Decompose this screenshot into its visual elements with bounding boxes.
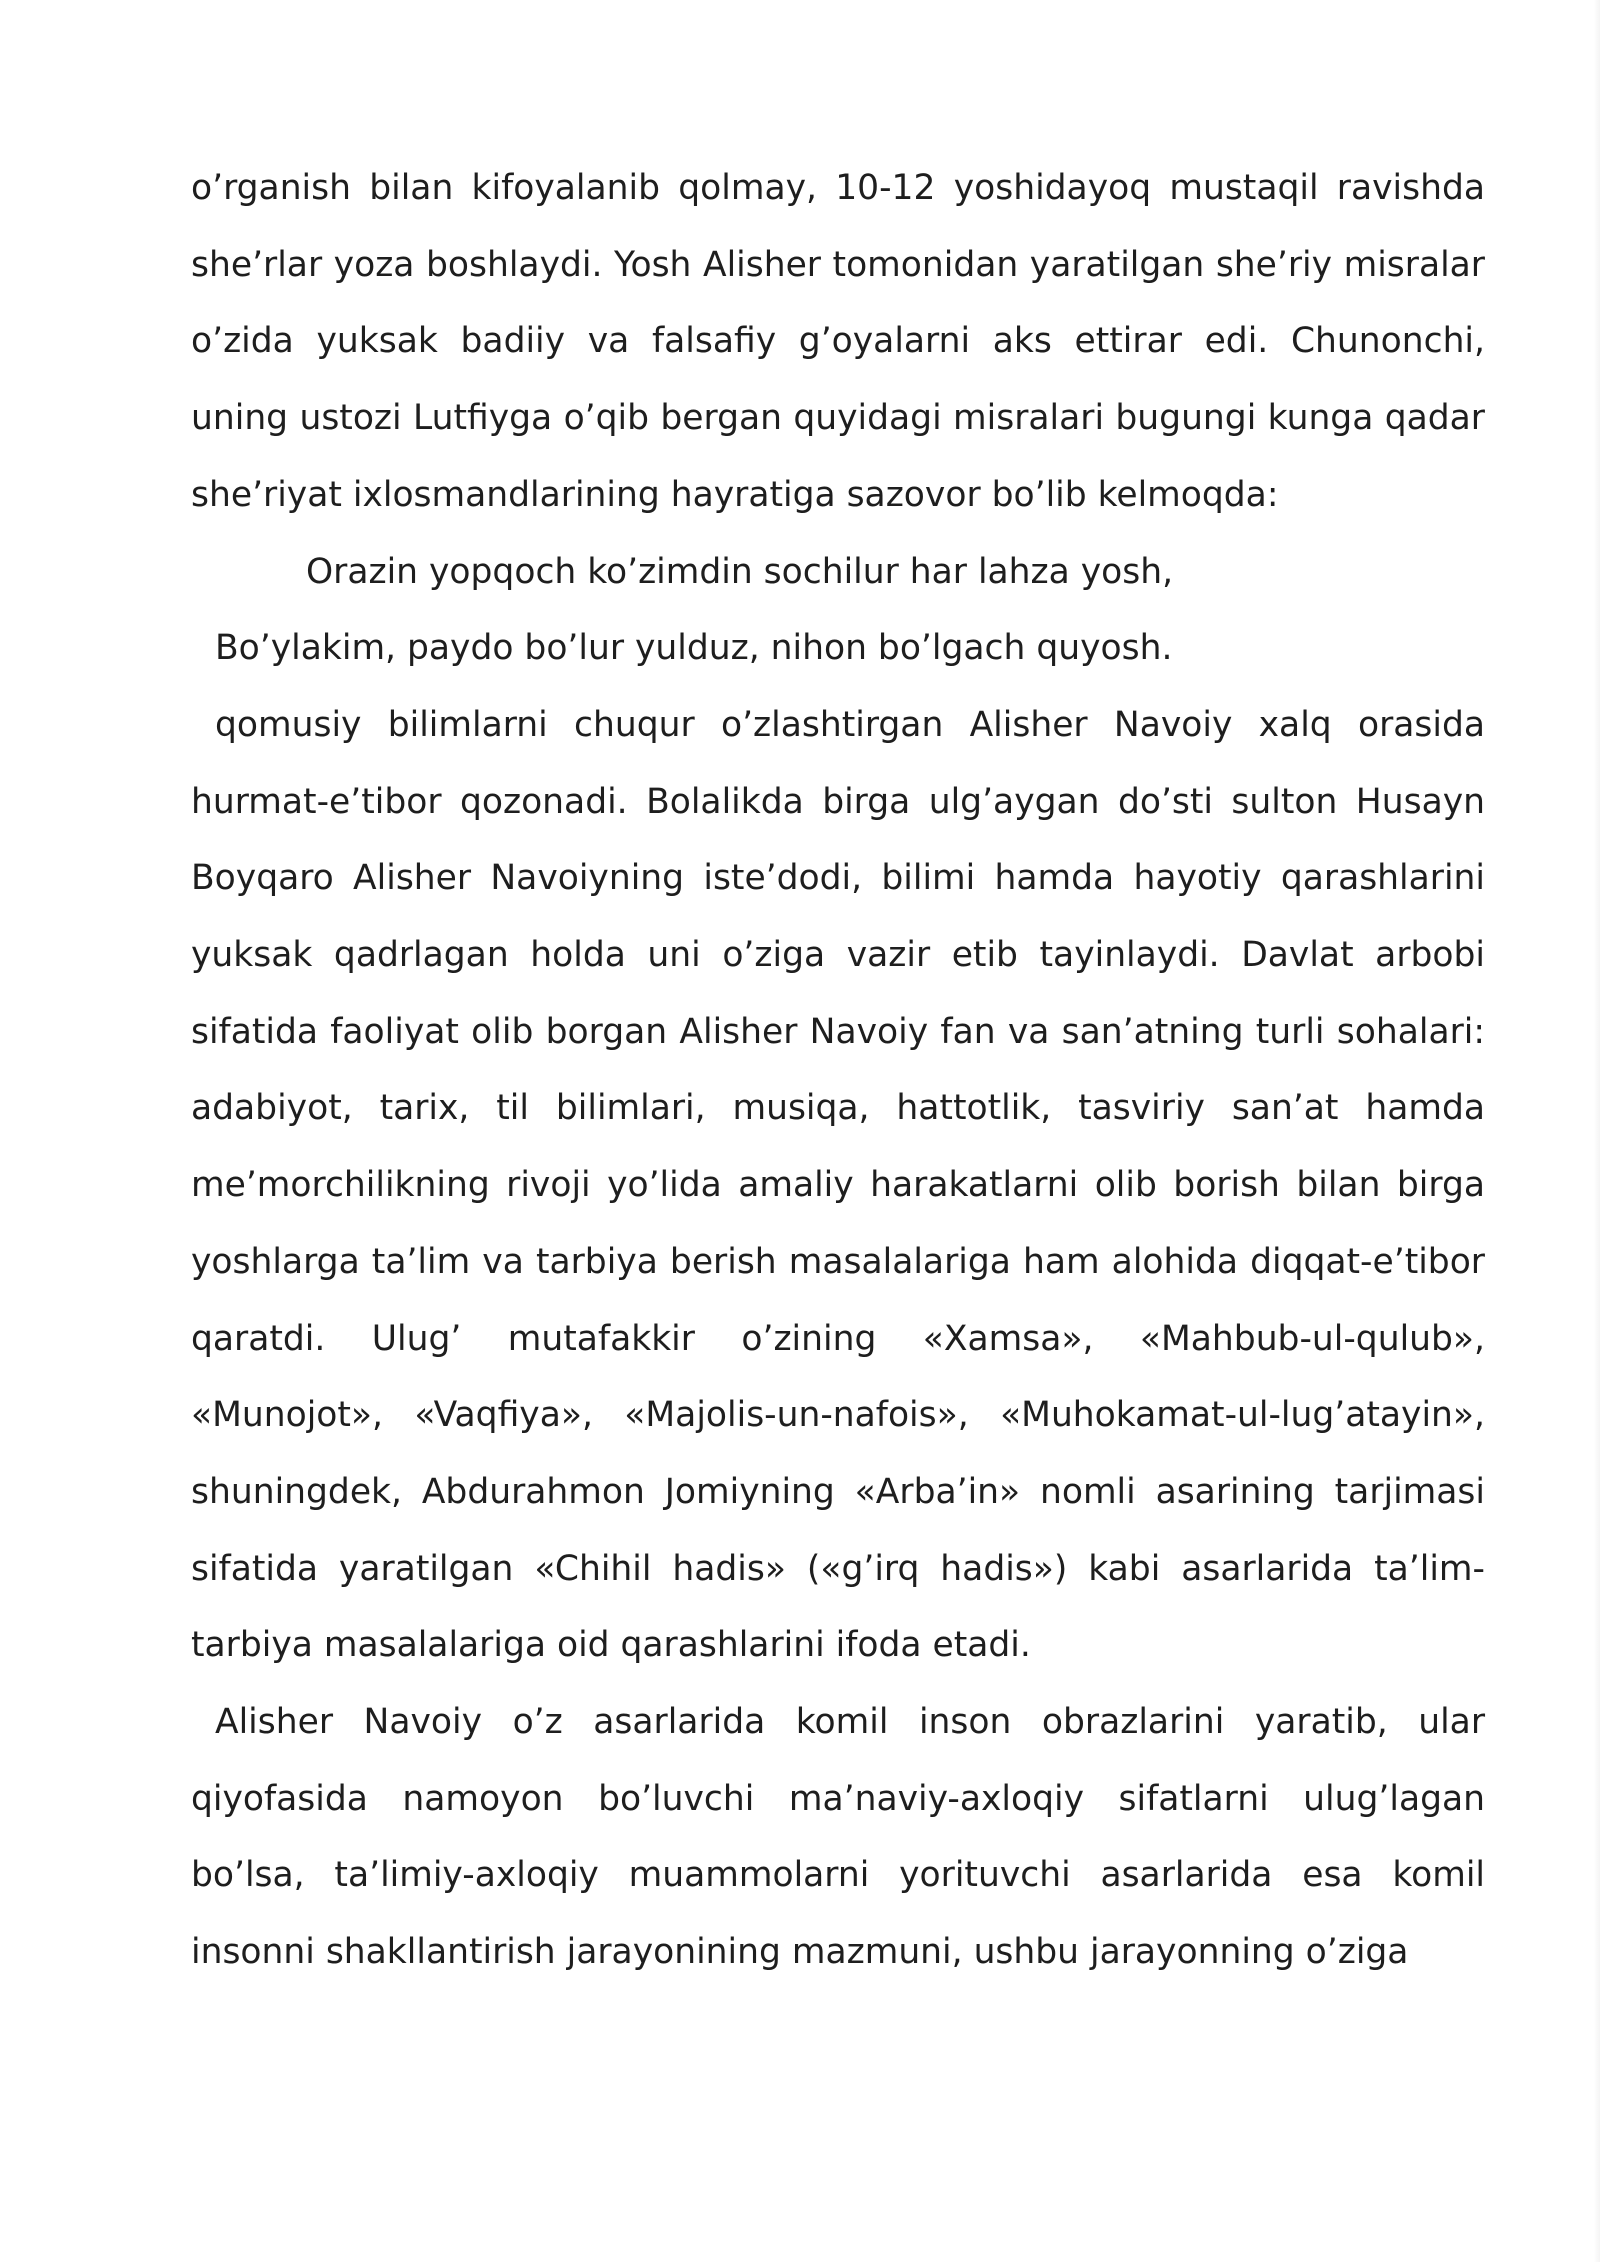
verse-line-2: Bo’ylakim, paydo bo’lur yulduz, nihon bo’lgach quyosh.: [215, 628, 1173, 669]
verse-line-1: Orazin yopqoch ko’zimdin sochilur har lahza yosh,: [306, 551, 1174, 592]
paragraph-intro: o’rganish bilan kifoyalanib qolmay, 10-12 yoshidayoq mustaqil ravishda she’rlar yoza boshlaydi. Yosh Alisher tomonidan yaratilgan she’riy misralar o’zida yuksak badiiy va falsafiy g’oyalarni aks ettirar edi. Chunonchi, uning ustozi Lutfiyga o’qib bergan quyidagi misralari bugungi kunga qadar she’riyat ixlosmandlarining hayratiga sazovor bo’lib kelmoqda:: [191, 168, 1485, 515]
paragraph-navoiy-works: qomusiy bilimlarni chuqur o’zlashtirgan Alisher Navoiy xalq orasida hurmat-e’tibor qozonadi. Bolalikda birga ulg’aygan do’sti sulton Husayn Boyqaro Alisher Navoiyning iste’dodi, bilimi hamda hayotiy qarashlarini yuksak qadrlagan holda uni o’ziga vazir etib tayinlaydi. Davlat arbobi sifatida faoliyat olib borgan Alisher Navoiy fan va san’atning turli sohalari: adabiyot, tarix, til bilimlari, musiqa, hattotlik, tasviriy san’at hamda me’morchilikning rivoji yo’lida amaliy harakatlarni olib borish bilan birga yoshlarga ta’lim va tarbiya berish masalalariga ham alohida diqqat-e’tibor qaratdi. Ulug’ mutafakkir o’zining «Xamsa», «Mahbub-ul-qulub», «Munojot», «Vaqfiya», «Majolis-un-nafois», «Muhokamat-ul-lug’atayin», shuningdek, Abdurahmon Jomiyning «Arba’in» nomli asarining tarjimasi sifatida yaratilgan «Chihil hadis» («g’irq hadis») kabi asarlarida ta’lim-tarbiya masalalariga oid qarashlarini ifoda etadi.: [191, 704, 1485, 1666]
page-edge-shadow: [1594, 0, 1600, 2262]
paragraph-komil-inson: Alisher Navoiy o’z asarlarida komil inson obrazlarini yaratib, ular qiyofasida namoyon bo’luvchi ma’naviy-axloqiy sifatlarni ulug’lagan bo’lsa, ta’limiy-axloqiy muammolarni yorituvchi asarlarida esa komil insonni shakllantirish jarayonining mazmuni, ushbu jarayonning o’ziga: [191, 1702, 1485, 1973]
document-body: [191, 150, 1485, 1991]
